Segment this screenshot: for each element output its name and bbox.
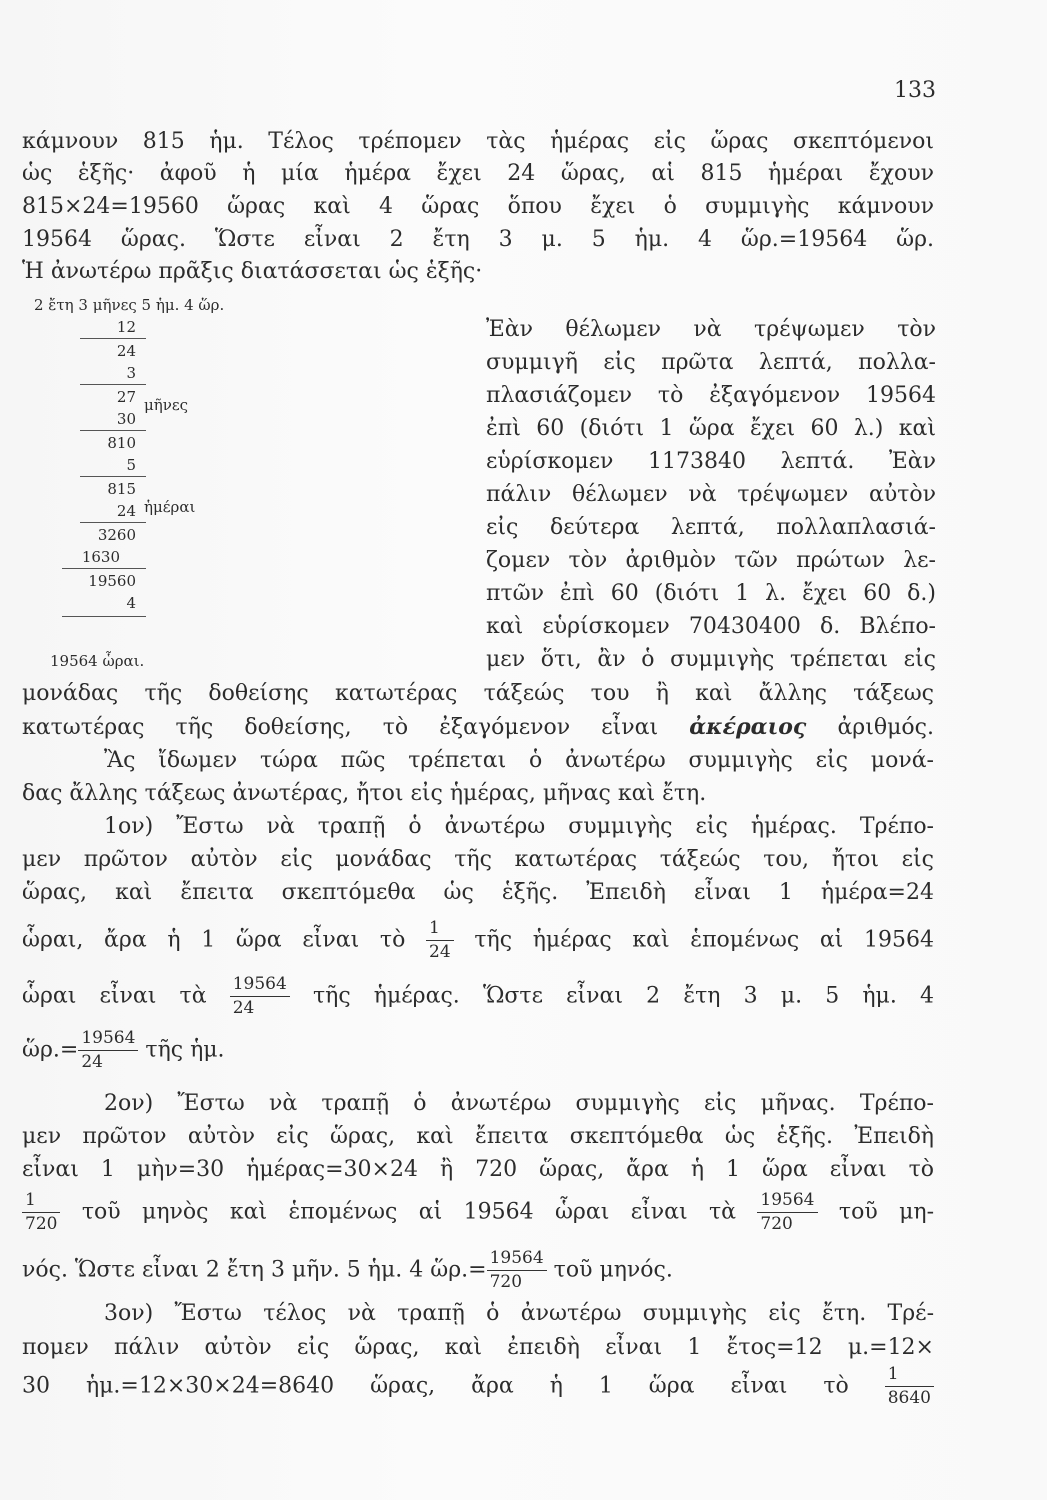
fraction-denominator: 24 (230, 996, 290, 1017)
text-line: μονάδας τῆς δοθείσης κατωτέρας τάξεώς του ἢ καὶ ἄλλης τάξεως (22, 681, 934, 706)
fraction-numerator: 19564 (760, 1190, 815, 1210)
text-segment: τῆς ἡμέρας καὶ ἑπομένως αἱ 19564 (474, 927, 934, 953)
text-line: μεν πρῶτον αὐτὸν εἰς μονάδας τῆς κατωτέρας τάξεώς του, ἤτοι εἰς (22, 847, 934, 872)
calc-rule (80, 522, 146, 523)
fraction-19564-24 (78, 1030, 138, 1071)
calc-row: 19560 (88, 572, 136, 590)
text-segment: ὧραι εἶναι τὰ (22, 983, 207, 1009)
text-line: 2ον) Ἔστω νὰ τραπῇ ὁ ἀνωτέρω συμμιγὴς εἰς μῆνας. Τρέπο- (104, 1091, 934, 1116)
fraction-denominator: 24 (426, 940, 454, 961)
calc-rule (62, 568, 146, 569)
text-segment: τοῦ μηνὸς καὶ ἑπομένως αἱ 19564 ὧραι εἶναι τὰ (81, 1199, 737, 1225)
text-line: Ἐὰν θέλωμεν νὰ τρέψωμεν τὸν (486, 317, 936, 342)
text-segment: τοῦ μη- (838, 1199, 935, 1225)
fraction-numerator: 19564 (81, 1028, 136, 1048)
text-line: 815×24=19560 ὥρας καὶ 4 ὥρας ὅπου ἔχει ὁ συμμιγὴς κάμνουν (22, 194, 934, 219)
text-line: Ἂς ἴδωμεν τώρα πῶς τρέπεται ὁ ἀνωτέρω συμμιγὴς εἰς μονά- (104, 748, 934, 773)
fraction-19564-24 (230, 976, 290, 1017)
text-line: πλασιάζομεν τὸ ἐξαγόμενον 19564 (486, 383, 936, 408)
text-line: πομεν πάλιν αὐτὸν εἰς ὥρας, καὶ ἐπειδὴ εἶναι 1 ἔτος=12 μ.=12× (22, 1335, 934, 1360)
fraction-numerator: 1 (25, 1190, 36, 1210)
fraction-numerator: 19564 (232, 974, 287, 994)
calc-row: 810 (107, 434, 136, 452)
fraction-1-720 (22, 1192, 60, 1233)
calc-header: 2 ἔτη 3 μῆνες 5 ἡμ. 4 ὥρ. (34, 296, 225, 314)
fraction-denominator: 720 (22, 1212, 60, 1233)
text-line: μεν ὅτι, ἂν ὁ συμμιγὴς τρέπεται εἰς (486, 647, 936, 672)
text-segment: ὧραι, ἄρα ἡ 1 ὥρα εἶναι τὸ (22, 927, 406, 953)
fraction-denominator: 8640 (885, 1386, 934, 1407)
text-line: ζομεν τὸν ἀριθμὸν τῶν πρώτων λε- (486, 548, 936, 573)
text-line (22, 713, 934, 742)
text-line (22, 1192, 934, 1238)
text-line: καὶ εὑρίσκομεν 70430400 δ. Βλέπο- (486, 614, 936, 639)
text-segment: ἀριθμός. (837, 715, 934, 740)
text-line (22, 1030, 362, 1076)
text-line: δας ἄλλης τάξεως ἀνωτέρας, ἤτοι εἰς ἡμέρας, μῆνας καὶ ἔτη. (22, 781, 707, 806)
fraction-denominator: 720 (757, 1212, 817, 1233)
text-segment: 30 ἡμ.=12×30×24=8640 ὥρας, ἄρα ἡ 1 ὥρα εἶναι τὸ (22, 1373, 849, 1399)
calc-rule (80, 338, 146, 339)
fraction-19564-720 (757, 1192, 817, 1233)
fraction-1-8640 (885, 1366, 934, 1407)
calc-label-days: ἡμέραι (144, 498, 196, 516)
calc-rule (80, 430, 146, 431)
fraction-denominator: 24 (78, 1050, 138, 1071)
fraction-1-24 (426, 920, 454, 961)
text-line: εὑρίσκομεν 1173840 λεπτά. Ἐὰν (486, 449, 936, 474)
calculation-block (22, 296, 272, 696)
calc-row: 4 (126, 594, 136, 612)
text-line: 3ον) Ἔστω τέλος νὰ τραπῇ ὁ ἀνωτέρω συμμιγὴς εἰς ἔτη. Τρέ- (104, 1301, 934, 1326)
fraction-19564-720 (487, 1250, 547, 1291)
text-segment: κατωτέρας τῆς δοθείσης, τὸ ἐξαγόμενον εἶναι (22, 715, 659, 740)
calc-row: 1630 (81, 548, 120, 566)
text-line: ὡς ἑξῆς· ἀφοῦ ἡ μία ἡμέρα ἔχει 24 ὥρας, αἱ 815 ἡμέραι ἔχουν (22, 161, 934, 186)
text-line: συμμιγῆ εἰς πρῶτα λεπτά, πολλα- (486, 350, 936, 375)
page-number: 133 (894, 78, 936, 103)
calc-row: 24 (116, 342, 136, 360)
text-line: μεν πρῶτον αὐτὸν εἰς ὥρας, καὶ ἔπειτα σκεπτόμεθα ὡς ἑξῆς. Ἐπειδὴ (22, 1124, 934, 1149)
calc-row: 5 (126, 456, 136, 474)
text-line: πτῶν ἐπὶ 60 (διότι 1 λ. ἔχει 60 δ.) (486, 581, 936, 606)
fraction-numerator: 1 (429, 918, 440, 938)
text-line (22, 1366, 934, 1412)
text-line: Ἡ ἀνωτέρω πρᾶξις διατάσσεται ὡς ἑξῆς· (22, 259, 483, 284)
text-line: 1ον) Ἔστω νὰ τραπῇ ὁ ἀνωτέρω συμμιγὴς εἰς ἡμέρας. Τρέπο- (104, 814, 934, 839)
calc-result: 19564 ὧραι. (50, 652, 145, 670)
text-line: κάμνουν 815 ἡμ. Τέλος τρέπομεν τὰς ἡμέρας εἰς ὥρας σκεπτόμενοι (22, 129, 934, 154)
text-line: ἐπὶ 60 (διότι 1 ὥρα ἔχει 60 λ.) καὶ (486, 416, 936, 441)
text-line: πάλιν θέλωμεν νὰ τρέψωμεν αὐτὸν (486, 482, 936, 507)
text-segment: ὥρ.= (22, 1037, 79, 1063)
calc-rule (80, 476, 146, 477)
text-line: ὥρας, καὶ ἔπειτα σκεπτόμεθα ὡς ἑξῆς. Ἐπειδὴ εἶναι 1 ἡμέρα=24 (22, 880, 934, 905)
text-segment: τοῦ μηνός. (553, 1257, 673, 1283)
calc-row: 815 (107, 480, 136, 498)
text-segment: τῆς ἡμέρας. Ὥστε εἶναι 2 ἔτη 3 μ. 5 ἡμ. 4 (312, 983, 935, 1009)
calc-label-months: μῆνες (144, 396, 189, 414)
text-line: 19564 ὥρας. Ὥστε εἶναι 2 ἔτη 3 μ. 5 ἡμ. 4 ὥρ.=19564 ὥρ. (22, 227, 934, 252)
text-line (22, 976, 934, 1022)
calc-row: 12 (116, 318, 136, 336)
calc-row: 3 (126, 364, 136, 382)
calc-row: 24 (116, 502, 136, 520)
text-segment: νός. Ὥστε εἶναι 2 ἔτη 3 μῆν. 5 ἡμ. 4 ὥρ.= (22, 1257, 487, 1283)
text-line: εἶναι 1 μὴν=30 ἡμέρας=30×24 ἢ 720 ὥρας, ἄρα ἡ 1 ὥρα εἶναι τὸ (22, 1157, 934, 1182)
text-line (22, 920, 934, 966)
emphasized-word: ἀκέραιος (689, 714, 807, 740)
calc-rule (62, 616, 146, 617)
text-line: εἰς δεύτερα λεπτά, πολλαπλασιά- (486, 515, 936, 540)
text-line (22, 1250, 922, 1296)
fraction-numerator: 1 (887, 1364, 899, 1384)
calc-row: 27 (116, 388, 136, 406)
fraction-denominator: 720 (487, 1270, 547, 1291)
calc-row: 30 (116, 410, 136, 428)
calc-rule (80, 384, 146, 385)
fraction-numerator: 19564 (489, 1248, 544, 1268)
text-segment: τῆς ἡμ. (145, 1037, 225, 1063)
calc-row: 3260 (97, 526, 136, 544)
